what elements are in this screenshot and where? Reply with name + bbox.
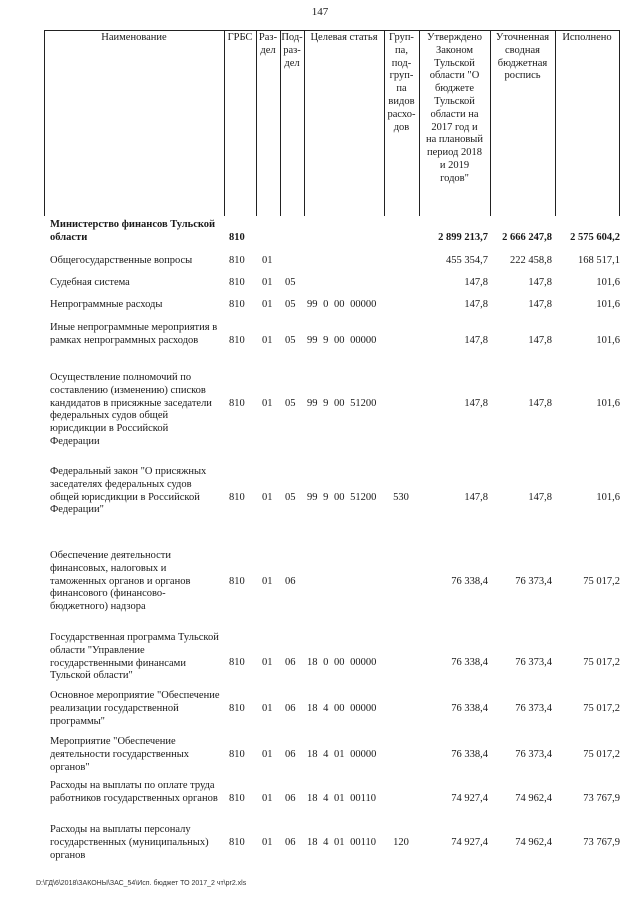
cell-target-article: 18 4 00 00000	[307, 703, 377, 714]
row-name: Иные непрограммные мероприятия в рамках непрограммных расходов	[50, 322, 218, 346]
cell-executed: 75 017,2	[583, 703, 620, 714]
cell-razdel: 01	[262, 335, 273, 346]
cell-refined: 147,8	[528, 277, 552, 288]
cell-expense-group: 530	[393, 492, 409, 503]
cell-refined: 76 373,4	[515, 576, 552, 587]
cell-approved: 147,8	[464, 492, 488, 503]
row-name: Непрограммные расходы	[50, 299, 163, 310]
cell-grbs: 810	[229, 492, 245, 503]
cell-executed: 75 017,2	[583, 657, 620, 668]
cell-grbs: 810	[229, 749, 245, 760]
cell-podrazdel: 05	[285, 398, 296, 409]
cell-refined: 147,8	[528, 492, 552, 503]
cell-approved: 74 927,4	[451, 837, 488, 848]
cell-grbs: 810	[229, 335, 245, 346]
col-divider	[44, 30, 45, 216]
cell-grbs: 810	[229, 299, 245, 310]
cell-grbs: 810	[229, 837, 245, 848]
cell-executed: 168 517,1	[578, 255, 620, 266]
cell-approved: 2 899 213,7	[438, 232, 488, 243]
cell-refined: 2 666 247,8	[502, 232, 552, 243]
cell-executed: 73 767,9	[583, 793, 620, 804]
row-name: Министерство финансов Тульской области	[50, 219, 216, 243]
cell-razdel: 01	[262, 657, 273, 668]
cell-approved: 76 338,4	[451, 703, 488, 714]
cell-grbs: 810	[229, 793, 245, 804]
cell-target-article: 18 4 01 00110	[307, 837, 376, 848]
cell-podrazdel: 06	[285, 749, 296, 760]
header-podrazdel: Под- раз- дел	[281, 32, 303, 69]
cell-target-article: 99 0 00 00000	[307, 299, 377, 310]
header-target: Целевая статья	[310, 32, 378, 43]
cell-executed: 101,6	[596, 299, 620, 310]
row-name: Общегосударственные вопросы	[50, 255, 193, 266]
cell-refined: 147,8	[528, 335, 552, 346]
cell-podrazdel: 06	[285, 793, 296, 804]
header-group: Груп- па, под- груп- па видов расхо- дов	[387, 32, 416, 133]
row-name: Расходы на выплаты персоналу государственных (муниципальных) органов	[50, 824, 209, 861]
cell-target-article: 18 0 00 00000	[307, 657, 377, 668]
cell-approved: 147,8	[464, 277, 488, 288]
col-divider	[224, 30, 225, 216]
cell-razdel: 01	[262, 299, 273, 310]
cell-razdel: 01	[262, 255, 273, 266]
cell-refined: 147,8	[528, 398, 552, 409]
cell-razdel: 01	[262, 703, 273, 714]
cell-podrazdel: 06	[285, 657, 296, 668]
cell-grbs: 810	[229, 398, 245, 409]
cell-executed: 101,6	[596, 492, 620, 503]
header-executed: Исполнено	[562, 32, 612, 43]
cell-grbs: 810	[229, 576, 245, 587]
cell-refined: 147,8	[528, 299, 552, 310]
cell-razdel: 01	[262, 492, 273, 503]
col-divider	[256, 30, 257, 216]
row-name: Мероприятие "Обеспечение деятельности государственных органов"	[50, 736, 190, 773]
cell-podrazdel: 05	[285, 492, 296, 503]
cell-razdel: 01	[262, 576, 273, 587]
file-path-footer: D:\ГД\6\2018\ЗАКОНЫ\ЗАС_54\Исп. бюджет ТО 2017_2 чт\pr2.xls	[36, 880, 247, 887]
cell-executed: 75 017,2	[583, 576, 620, 587]
row-name: Федеральный закон "О присяжных заседателях федеральных судов общей юрисдикции в Российской Федерации"	[50, 466, 207, 516]
row-name: Обеспечение деятельности финансовых, налоговых и таможенных органов и органов финансового (финансово-бюджетного) надзора	[50, 550, 191, 613]
cell-approved: 455 354,7	[446, 255, 488, 266]
cell-podrazdel: 05	[285, 277, 296, 288]
cell-executed: 101,6	[596, 335, 620, 346]
cell-executed: 101,6	[596, 398, 620, 409]
cell-approved: 147,8	[464, 398, 488, 409]
cell-target-article: 18 4 01 00110	[307, 793, 376, 804]
cell-executed: 75 017,2	[583, 749, 620, 760]
cell-executed: 73 767,9	[583, 837, 620, 848]
cell-approved: 76 338,4	[451, 749, 488, 760]
cell-refined: 76 373,4	[515, 749, 552, 760]
cell-podrazdel: 06	[285, 576, 296, 587]
cell-target-article: 99 9 00 00000	[307, 335, 377, 346]
cell-razdel: 01	[262, 277, 273, 288]
cell-refined: 76 373,4	[515, 703, 552, 714]
cell-executed: 101,6	[596, 277, 620, 288]
cell-refined: 74 962,4	[515, 837, 552, 848]
cell-grbs: 810	[229, 703, 245, 714]
cell-executed: 2 575 604,2	[570, 232, 620, 243]
cell-razdel: 01	[262, 837, 273, 848]
cell-approved: 147,8	[464, 299, 488, 310]
row-name: Судебная система	[50, 277, 130, 288]
row-name: Осуществление полномочий по составлению (изменению) списков кандидатов в присяжные заседатели федеральных судов общей юрисдикции в Российской Федерации	[50, 372, 212, 447]
header-name: Наименование	[101, 32, 167, 43]
header-approved: Утверждено Законом Тульской области "О бюджете Тульской области на 2017 год и на плановый период 2018 и 2019 годов"	[426, 32, 483, 184]
row-name: Основное мероприятие "Обеспечение реализации государственной программы"	[50, 690, 220, 727]
cell-refined: 74 962,4	[515, 793, 552, 804]
cell-grbs: 810	[229, 277, 245, 288]
cell-refined: 76 373,4	[515, 657, 552, 668]
header-refined: Уточненная сводная бюджетная роспись	[495, 32, 550, 82]
cell-target-article: 99 9 00 51200	[307, 492, 377, 503]
col-divider	[304, 30, 305, 216]
cell-approved: 76 338,4	[451, 576, 488, 587]
cell-expense-group: 120	[393, 837, 409, 848]
cell-podrazdel: 06	[285, 703, 296, 714]
cell-target-article: 18 4 01 00000	[307, 749, 377, 760]
cell-grbs: 810	[229, 232, 245, 243]
cell-refined: 222 458,8	[510, 255, 552, 266]
cell-razdel: 01	[262, 749, 273, 760]
header-razdel: Раз- дел	[258, 32, 278, 56]
row-name: Государственная программа Тульской области "Управление государственными финансами Тульской области"	[50, 632, 219, 682]
cell-razdel: 01	[262, 793, 273, 804]
cell-podrazdel: 05	[285, 299, 296, 310]
col-divider	[555, 30, 556, 216]
cell-grbs: 810	[229, 255, 245, 266]
header-grbs: ГРБС	[227, 32, 253, 43]
cell-razdel: 01	[262, 398, 273, 409]
col-divider	[619, 30, 620, 216]
cell-podrazdel: 05	[285, 335, 296, 346]
cell-approved: 147,8	[464, 335, 488, 346]
cell-podrazdel: 06	[285, 837, 296, 848]
cell-approved: 74 927,4	[451, 793, 488, 804]
cell-grbs: 810	[229, 657, 245, 668]
page-number: 147	[311, 6, 329, 18]
row-name: Расходы на выплаты по оплате труда работников государственных органов	[50, 780, 218, 804]
cell-target-article: 99 9 00 51200	[307, 398, 377, 409]
cell-approved: 76 338,4	[451, 657, 488, 668]
